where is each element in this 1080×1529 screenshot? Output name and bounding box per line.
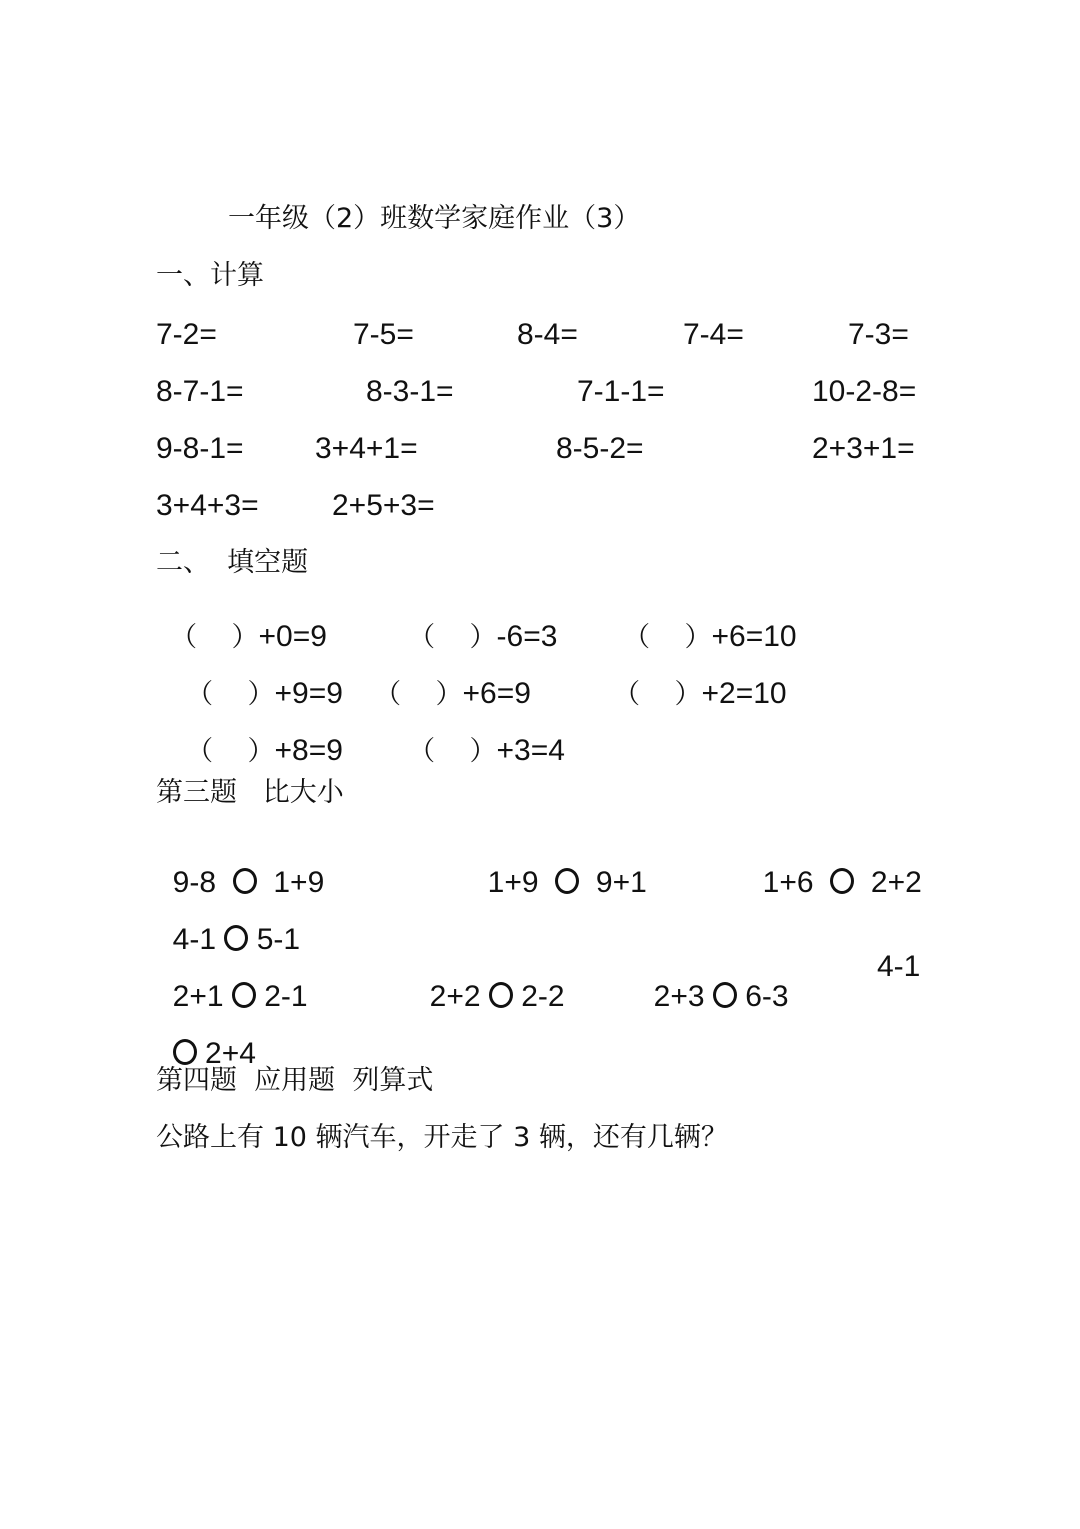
blank-parens: （ ） [613, 679, 702, 710]
compare-circle-icon [232, 982, 256, 1008]
calc-item: 7-5= [353, 318, 414, 351]
calc-item: 9-8-1= [156, 432, 244, 465]
blank-parens: （ ） [186, 679, 275, 710]
compare-item [156, 895, 300, 955]
blank-parens: （ ） [374, 679, 463, 710]
fill-expression: +9=9 [274, 677, 343, 710]
fill-expression: +3=4 [496, 734, 565, 767]
compare-item [156, 1009, 256, 1069]
calc-item: 2+5+3= [332, 489, 435, 522]
fill-blank-item [176, 663, 343, 709]
calc-item: 3+4+3= [156, 489, 259, 522]
compare-left: 9-8 [172, 866, 217, 899]
calc-item: 7-2= [156, 318, 217, 351]
blank-parens: （ ） [408, 736, 497, 767]
compare-left: 1+6 [762, 866, 814, 899]
calc-item: 8-4= [517, 318, 578, 351]
compare-right: 2+2 [870, 866, 922, 899]
compare-right: 1+9 [273, 866, 325, 899]
calc-item: 7-1-1= [577, 375, 665, 408]
compare-left: 2+2 [429, 980, 481, 1013]
calc-item: 10-2-8= [812, 375, 917, 408]
fill-blank-item [176, 720, 343, 766]
compare-item [413, 952, 565, 1012]
compare-left: 1+9 [487, 866, 539, 899]
page-title: 一年级（2）班数学家庭作业（3） [228, 203, 641, 234]
blank-parens: （ ） [408, 622, 497, 653]
word-problem: 公路上有 10 辆汽车，开走了 3 辆，还有几辆？ [156, 1122, 728, 1153]
fill-blank-item [398, 606, 557, 652]
calc-item: 2+3+1= [812, 432, 915, 465]
calc-item: 8-5-2= [556, 432, 644, 465]
calc-item: 8-7-1= [156, 375, 244, 408]
section4-heading: 第四题 应用题 列算式 [156, 1065, 434, 1096]
compare-right: 2+4 [205, 1037, 256, 1070]
compare-right: 6-3 [745, 980, 789, 1013]
fill-expression: +6=9 [462, 677, 531, 710]
calc-item: 7-4= [683, 318, 744, 351]
calc-item: 3+4+1= [315, 432, 418, 465]
fill-expression: +0=9 [258, 620, 327, 653]
compare-circle-icon [489, 982, 513, 1008]
compare-circle-icon [830, 868, 854, 894]
compare-circle-icon [224, 925, 248, 951]
blank-parens: （ ） [623, 622, 712, 653]
compare-circle-icon [233, 868, 257, 894]
section3-heading: 第三题 比大小 [156, 777, 344, 808]
section2-heading: 二、 填空题 [156, 547, 309, 578]
fill-expression: +2=10 [701, 677, 787, 710]
fill-blank-item [364, 663, 531, 709]
fill-expression: -6=3 [496, 620, 558, 653]
compare-right: 2-2 [521, 980, 565, 1013]
compare-circle-icon [555, 868, 579, 894]
calc-item: 8-3-1= [366, 375, 454, 408]
compare-item [156, 838, 324, 898]
section1-heading: 一、计算 [156, 260, 264, 291]
compare-right: 5-1 [256, 923, 301, 956]
blank-parens: （ ） [186, 736, 275, 767]
fill-blank-item [398, 720, 565, 766]
compare-left: 4-1 [172, 923, 217, 956]
fill-blank-item [603, 663, 787, 709]
fill-blank-item [160, 606, 327, 652]
compare-circle-icon [173, 1039, 197, 1065]
compare-item [156, 952, 308, 1012]
compare-item [471, 838, 647, 898]
blank-parens: （ ） [170, 622, 259, 653]
compare-item [637, 952, 789, 1012]
compare-left: 2+3 [653, 980, 705, 1013]
compare-circle-icon [713, 982, 737, 1008]
fill-expression: +8=9 [274, 734, 343, 767]
fill-expression: +6=10 [711, 620, 797, 653]
compare-right: 9+1 [595, 866, 647, 899]
fill-blank-item [613, 606, 797, 652]
calc-item: 7-3= [848, 318, 909, 351]
compare-item [746, 838, 922, 898]
compare-right: 2-1 [264, 980, 308, 1013]
compare-left: 2+1 [172, 980, 224, 1013]
compare-left: 4-1 [877, 950, 921, 983]
